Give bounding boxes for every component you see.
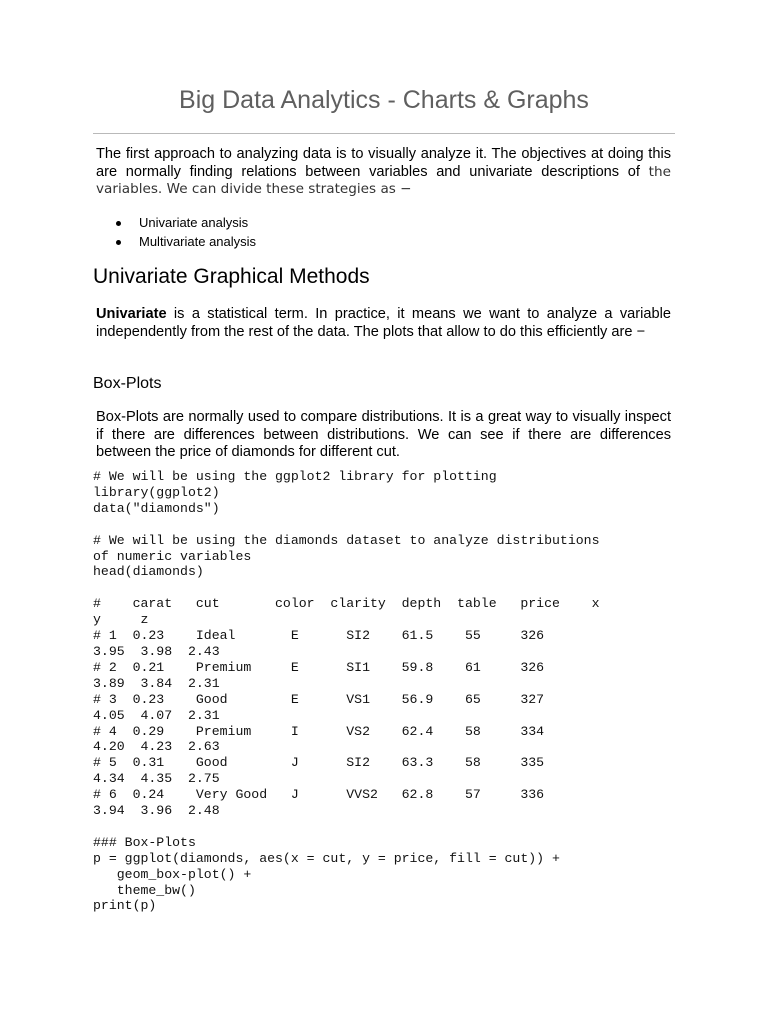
code-line: ### Box-Plots: [93, 834, 196, 850]
code-line: # 2 0.21 Premium E SI1 59.8 61 326: [93, 659, 545, 675]
code-line: p = ggplot(diamonds, aes(x = cut, y = price, fill = cut)) +: [93, 850, 560, 866]
list-item: [112, 213, 256, 232]
code-line: # 6 0.24 Very Good J VVS2 62.8 57 336: [93, 787, 545, 803]
code-line: 3.95 3.98 2.43: [93, 643, 220, 659]
list-item-label: Univariate analysis: [139, 215, 249, 230]
univariate-term: Univariate: [96, 306, 167, 322]
bullet-icon: [116, 240, 121, 245]
code-block: [93, 469, 599, 914]
code-line: # We will be using the ggplot2 library for plotting: [93, 469, 497, 484]
code-line: # 3 0.23 Good E VS1 56.9 65 327: [93, 691, 545, 707]
code-line: library(ggplot2): [93, 484, 220, 500]
univariate-paragraph: [96, 306, 671, 341]
code-line: of numeric variables: [93, 548, 252, 564]
code-line: # 4 0.29 Premium I VS2 62.4 58 334: [93, 723, 545, 739]
code-line: 4.34 4.35 2.75: [93, 771, 220, 787]
code-line: head(diamonds): [93, 564, 204, 580]
bullet-icon: [116, 221, 121, 226]
page-title: Big Data Analytics - Charts & Graphs: [179, 86, 589, 114]
univariate-text: is a statistical term. In practice, it means we want to analyze a variable independently from the rest of the data. The plots that allow to do this efficiently are −: [96, 306, 671, 340]
code-line: 4.05 4.07 2.31: [93, 707, 220, 723]
code-line: # 5 0.31 Good J SI2 63.3 58 335: [93, 755, 545, 771]
code-line: geom_box-plot() +: [93, 866, 252, 882]
strategy-list: [112, 213, 256, 251]
code-line: 3.89 3.84 2.31: [93, 675, 220, 691]
intro-main-text: The first approach to analyzing data is to visually analyze it. The objectives at doing this are normally finding relations between variables and univariate descriptions of: [96, 146, 671, 180]
code-line: 3.94 3.96 2.48: [93, 803, 220, 819]
section-heading: Univariate Graphical Methods: [93, 265, 370, 288]
code-line: # 1 0.23 Ideal E SI2 61.5 55 326: [93, 628, 545, 644]
intro-paragraph: [96, 146, 671, 199]
subsection-heading: Box-Plots: [93, 375, 162, 392]
code-line: 4.20 4.23 2.63: [93, 739, 220, 755]
code-line: # We will be using the diamonds dataset to analyze distributions: [93, 532, 600, 548]
code-line: # carat cut color clarity depth table price x: [93, 596, 600, 612]
list-item: [112, 232, 256, 251]
code-line: data("diamonds"): [93, 500, 220, 516]
code-line: y z: [93, 612, 149, 628]
code-line: theme_bw(): [93, 882, 196, 898]
title-divider: [93, 133, 675, 134]
boxplot-paragraph: Box-Plots are normally used to compare distributions. It is a great way to visually inspect if there are differences between distributions. We can see if there are differences between the price of diamonds for different cut.: [96, 409, 671, 461]
code-line: print(p): [93, 898, 157, 914]
intro-tail-text: the variables. We can divide these strategies as −: [96, 163, 671, 198]
list-item-label: Multivariate analysis: [139, 234, 257, 249]
